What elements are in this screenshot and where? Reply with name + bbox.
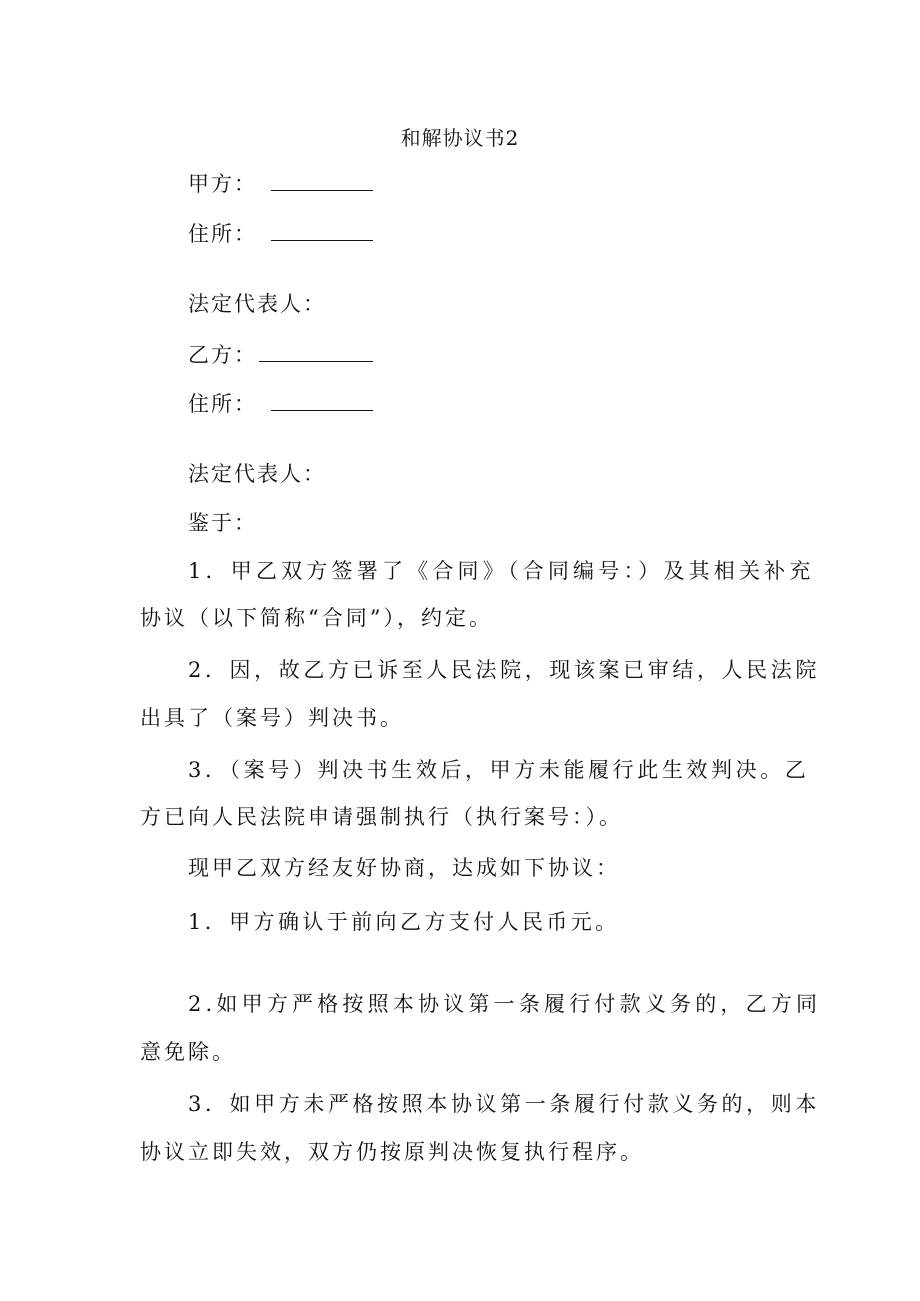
party-b-address-row [188, 390, 373, 418]
party-a-blank [271, 170, 373, 191]
party-a-rep-label: 法定代表人： [188, 292, 326, 316]
recital-1-line1: 1．甲乙双方签署了《合同》（合同编号：）及其相关补充 [188, 559, 815, 583]
document-title: 和解协议书2 [400, 126, 520, 150]
recital-3-line2: 方已向人民法院申请强制执行（执行案号：）。 [140, 805, 623, 829]
party-b-rep-label: 法定代表人： [188, 462, 326, 486]
clause-3-line1: 3．如甲方未严格按照本协议第一条履行付款义务的，则本 [188, 1092, 820, 1116]
party-a-address-blank [271, 220, 373, 241]
party-a-label: 甲方： [188, 172, 257, 196]
recital-3-line1: 3．（案号）判决书生效后，甲方未能履行此生效判决。乙 [188, 758, 810, 782]
party-b-blank [259, 341, 373, 362]
party-a-address-row [188, 220, 373, 248]
agreement-intro: 现甲乙双方经友好协商，达成如下协议： [188, 856, 620, 880]
clause-2-line1: 2.如甲方严格按照本协议第一条履行付款义务的，乙方同 [188, 992, 822, 1016]
recital-2-line1: 2．因，故乙方已诉至人民法院，现该案已审结，人民法院 [188, 658, 820, 682]
recital-1-line2: 协议（以下简称“合同”），约定。 [140, 606, 493, 630]
party-b-address-blank [271, 390, 373, 411]
clause-3-line2: 协议立即失效，双方仍按原判决恢复执行程序。 [140, 1140, 644, 1164]
party-a-address-label: 住所： [188, 222, 257, 246]
clause-1-line1: 1．甲方确认于前向乙方支付人民币元。 [188, 910, 620, 934]
whereas-label: 鉴于： [188, 511, 257, 535]
clause-2-line2: 意免除。 [140, 1040, 236, 1064]
party-a-row [188, 170, 373, 198]
party-b-address-label: 住所： [188, 392, 257, 416]
recital-2-line2: 出具了（案号）判决书。 [140, 706, 404, 730]
party-b-row [188, 341, 373, 369]
party-b-label: 乙方： [188, 343, 257, 367]
